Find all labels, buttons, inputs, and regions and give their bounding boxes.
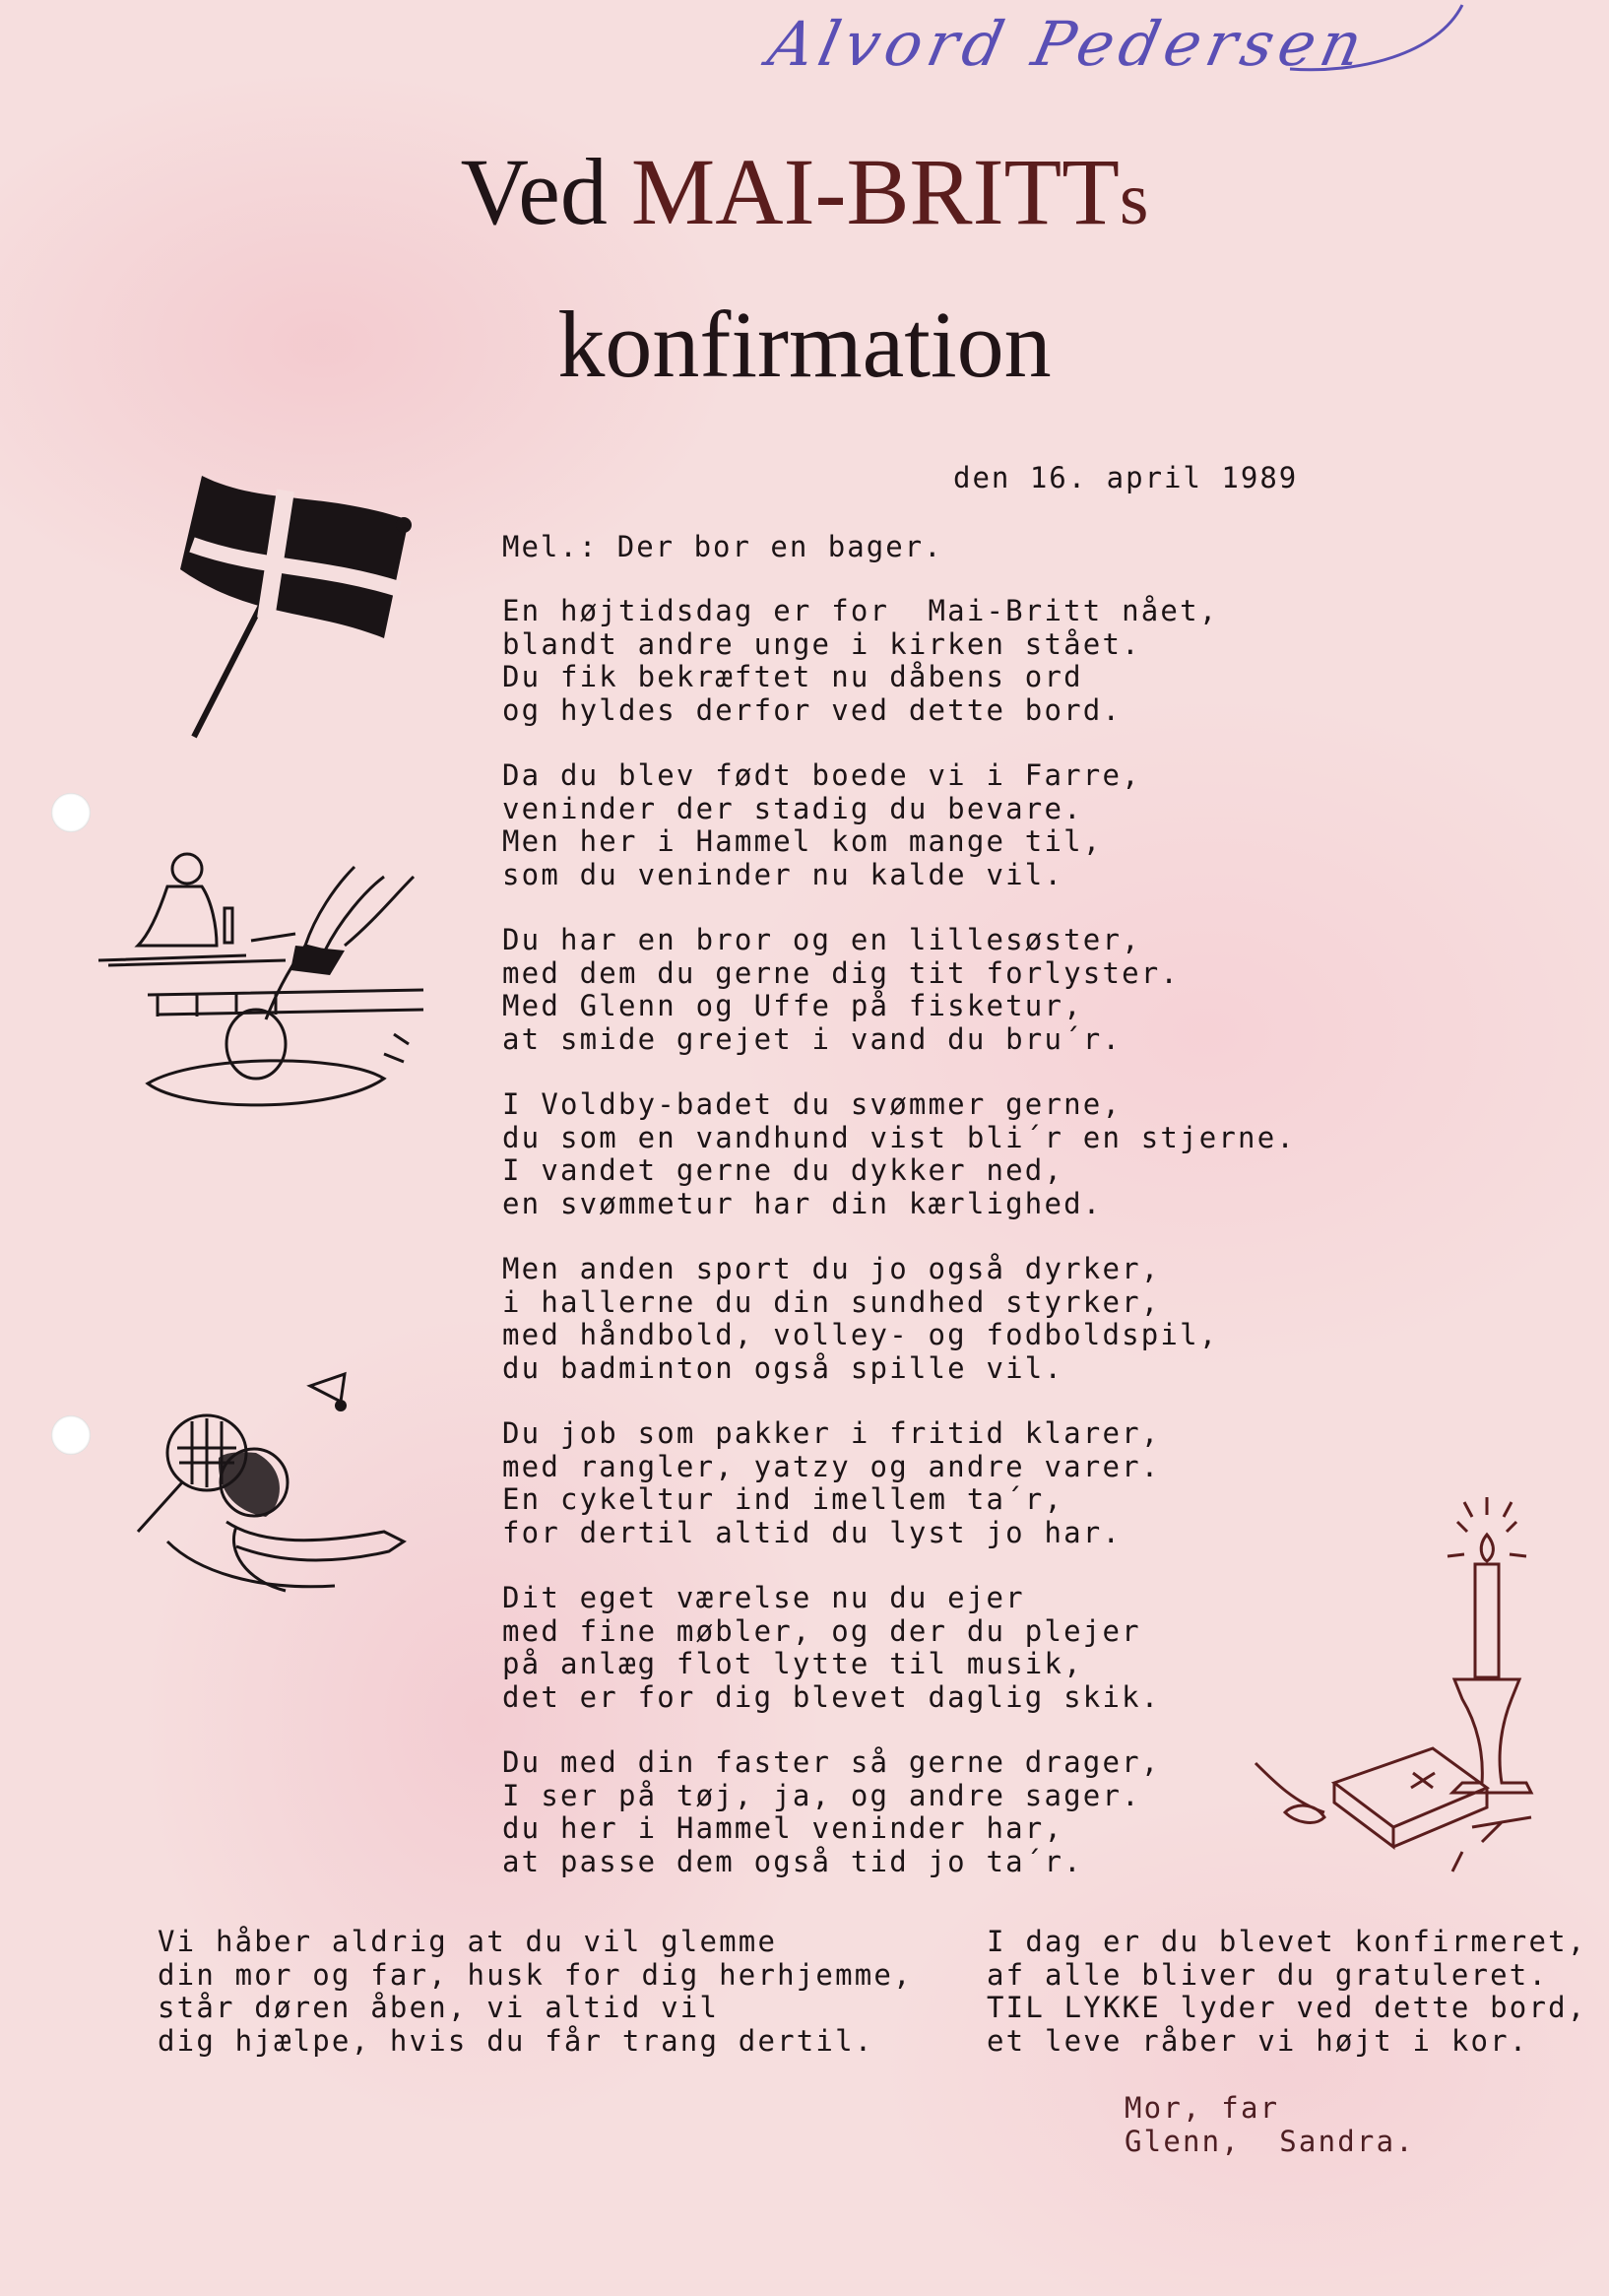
verse-line: står døren åben, vi altid vil (158, 1991, 720, 2024)
verse-line: du her i Hammel veninder har, (502, 1811, 1064, 1845)
verse-line: på anlæg flot lytte til musik, (502, 1647, 1083, 1680)
verse-line: Du har en bror og en lillesøster, (502, 923, 1141, 956)
verse-line: Da du blev født boede vi i Farre, (502, 758, 1141, 792)
verse-line: som du veninder nu kalde vil. (502, 857, 1064, 891)
verse-line: Men her i Hammel kom mange til, (502, 824, 1103, 858)
title-ved: Ved (460, 139, 608, 244)
verse-line: I dag er du blevet konfirmeret, (987, 1925, 1587, 1958)
verse-line: et leve råber vi højt i kor. (987, 2023, 1529, 2058)
verse-line: med rangler, yatzy og andre varer. (502, 1449, 1161, 1483)
signature-flourish (1280, 0, 1477, 79)
punch-hole (51, 793, 91, 832)
verse-line: En cykeltur ind imellem ta´r, (502, 1482, 1064, 1516)
verse-line: en svømmetur har din kærlighed. (502, 1186, 1103, 1220)
verse-line: du som en vandhund vist bli´r en stjerne. (502, 1120, 1297, 1154)
verse-line: Med Glenn og Uffe på fisketur, (502, 989, 1083, 1022)
verse-line: blandt andre unge i kirken stået. (502, 626, 1141, 661)
verse-line: En højtidsdag er for Mai-Britt nået, (502, 594, 1219, 627)
handwritten-signature: Alvord Pedersen (762, 8, 1375, 80)
verse-line: med fine møbler, og der du plejer (502, 1613, 1141, 1648)
verse-line: i hallerne du din sundhed styrker, (502, 1284, 1161, 1319)
verse-line: for dertil altid du lyst jo har. (502, 1515, 1123, 1549)
title-line-1 (0, 138, 1609, 253)
verse-line: med dem du gerne dig tit forlyster. (502, 955, 1181, 990)
verse-line: dig hjælpe, hvis du får trang dertil. (158, 2023, 874, 2058)
title-name: MAI-BRITT (630, 139, 1120, 244)
verse-line: Vi håber aldrig at du vil glemme (158, 1925, 778, 1958)
verse-line: veninder der stadig du bevare. (502, 791, 1083, 825)
candle-and-bible-icon (1236, 1487, 1551, 1881)
verse-line: og hyldes derfor ved dette bord. (502, 692, 1123, 727)
signoff-line: Mor, far (1125, 2091, 1280, 2125)
verse-line: TIL LYKKE lyder ved dette bord, (987, 1991, 1587, 2024)
verse-line: Du job som pakker i fritid klarer, (502, 1416, 1161, 1450)
verse-line: din mor og far, husk for dig herhjemme, (158, 1957, 913, 1992)
verse-line: med håndbold, volley- og fodboldspil, (502, 1318, 1219, 1351)
melody: Mel.: Der bor en bager. (502, 530, 943, 563)
verse-line: Du fik bekræftet nu dåbens ord (502, 660, 1083, 693)
verse-line: af alle bliver du gratuleret. (987, 1957, 1549, 1992)
punch-hole (51, 1415, 91, 1455)
verse-line: Dit eget værelse nu du ejer (502, 1581, 1025, 1614)
badminton-illustration-icon (108, 1374, 443, 1640)
verse (502, 595, 1388, 727)
verse-line: I Voldby-badet du svømmer gerne, (502, 1087, 1123, 1121)
verse (502, 1088, 1388, 1220)
verse (502, 759, 1388, 891)
signoff-line: Glenn, Sandra. (1125, 2125, 1415, 2158)
verse (502, 924, 1388, 1056)
verse-line: I vandet gerne du dykker ned, (502, 1153, 1064, 1187)
title-s: s (1119, 158, 1149, 240)
verse-line: du badminton også spille vil. (502, 1350, 1064, 1385)
verse-line: det er for dig blevet daglig skik. (502, 1679, 1161, 1714)
verse-line: at smide grejet i vand du bru´r. (502, 1021, 1123, 1056)
title-line-2: konfirmation (557, 292, 1052, 397)
swimming-illustration-icon (89, 847, 473, 1143)
closing-verse-left (158, 1926, 913, 2058)
closing-verse-right (987, 1926, 1586, 2058)
verse-line: Men anden sport du jo også dyrker, (502, 1252, 1161, 1285)
verse-line: at passe dem også tid jo ta´r. (502, 1844, 1083, 1878)
signoff (1125, 2091, 1415, 2158)
verse-line: Du med din faster så gerne drager, (502, 1745, 1161, 1779)
date: den 16. april 1989 (953, 461, 1299, 494)
verse-line: I ser på tøj, ja, og andre sager. (502, 1778, 1141, 1812)
verse (502, 1253, 1388, 1385)
danish-flag-icon (172, 471, 428, 742)
